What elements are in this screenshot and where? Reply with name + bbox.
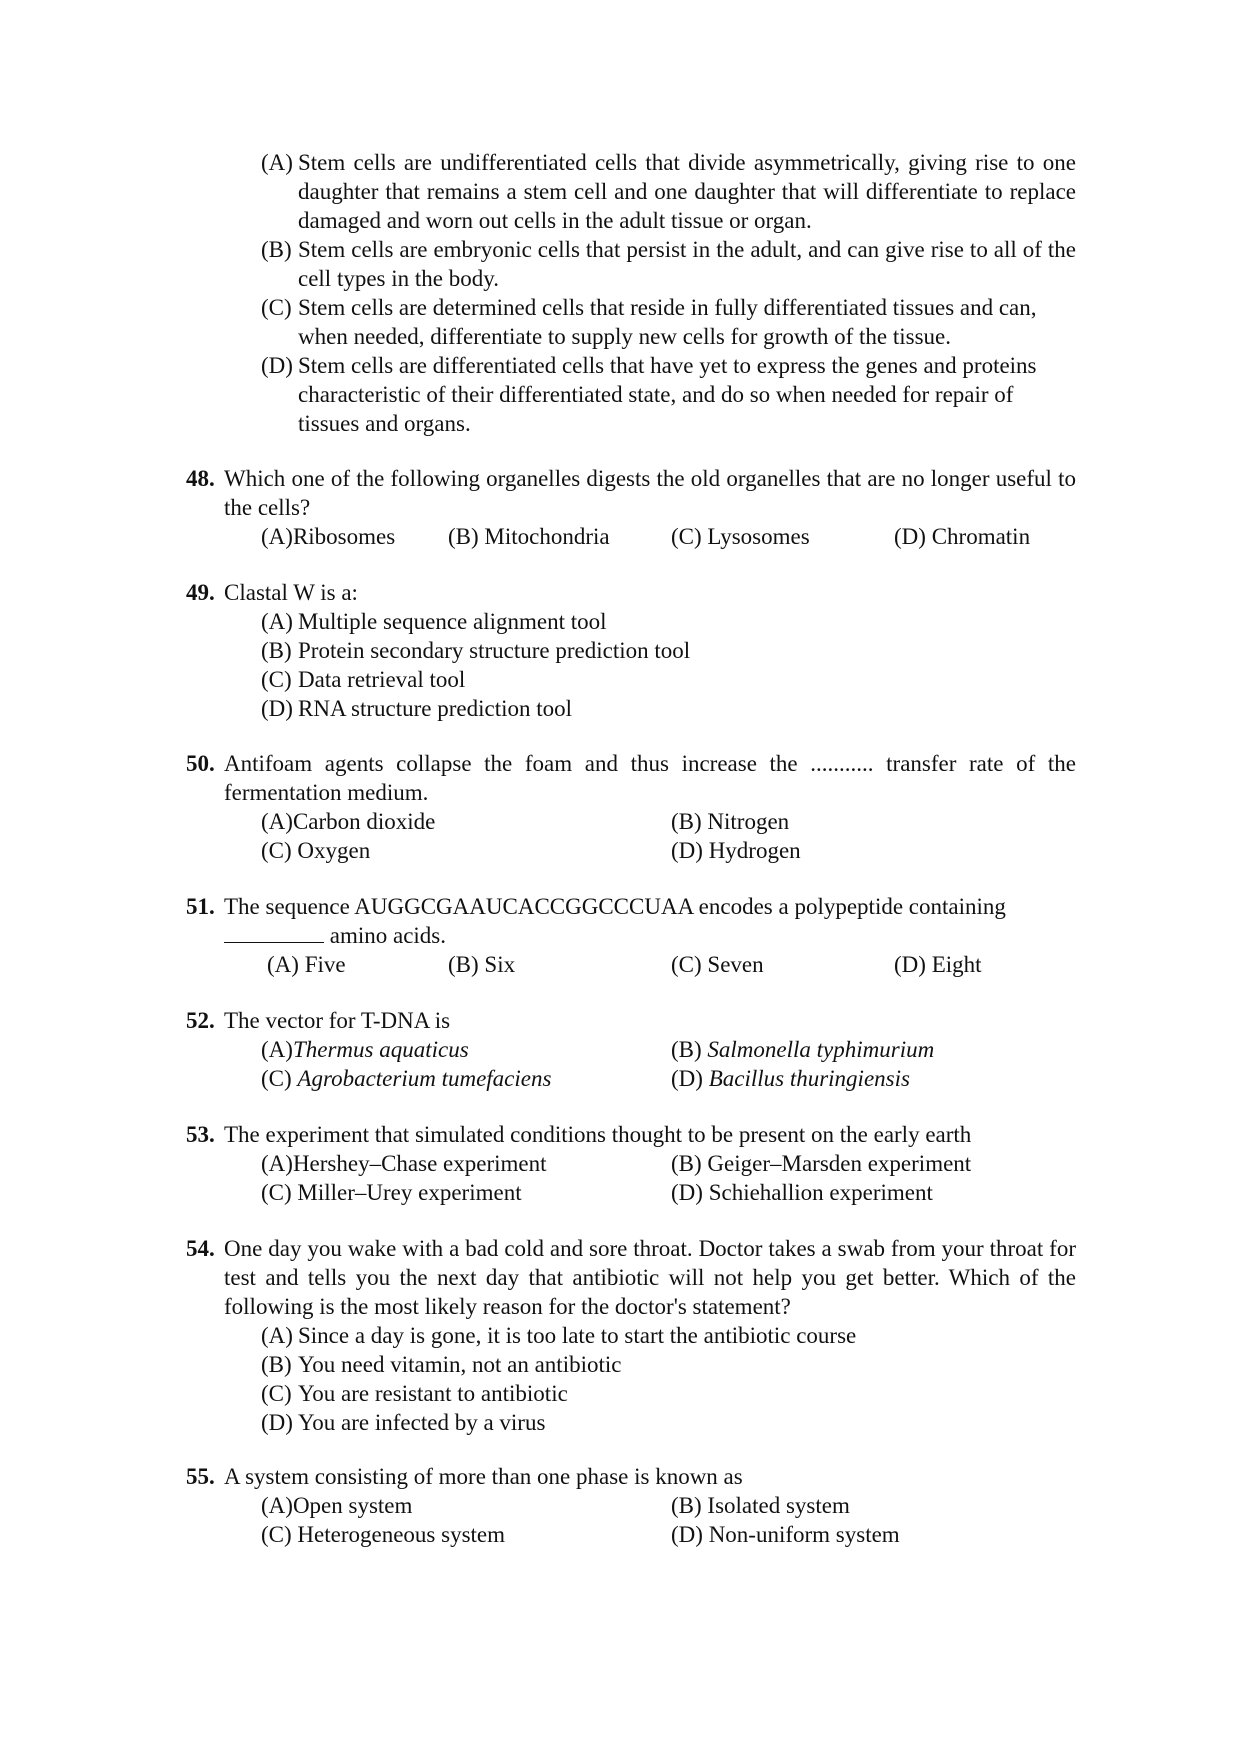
question-52 [186,1006,1076,1093]
question-55-stem: 55. A system consisting of more than one phase is known as [186,1464,743,1489]
option-51-a: (A) Five [267,952,346,977]
question-55-options [261,1491,1076,1549]
option-47-c: (C) Stem cells are determined cells that reside in fully differentiated tissues and can, when needed, differentiate to supply new cells for growth of the tissue. [261,295,1037,349]
question-51-stem: 51. The sequence AUGGCGAAUCACCGGCCCUAA encodes a polypeptide containing amino acids. [186,894,1006,948]
question-54-stem: 54. One day you wake with a bad cold and sore throat. Doctor takes a swab from your throat for test and tells you the next day that antibiotic will not help you get better. Which of the following is the most likely reason for the doctor's statement? [186,1236,1076,1319]
question-50-options [261,807,1076,865]
option-48-c: (C) Lysosomes [671,524,810,549]
option-52-a: (A)Thermus aquaticus [261,1037,469,1062]
option-50-b: (B) Nitrogen [671,809,790,834]
question-50 [186,749,1076,865]
option-51-b: (B) Six [448,952,516,977]
option-49-c: (C) Data retrieval tool [261,667,466,692]
option-47-b: (B) Stem cells are embryonic cells that persist in the adult, and can give rise to all of the cell types in the body. [261,237,1076,291]
option-53-b: (B) Geiger–Marsden experiment [671,1151,972,1176]
question-52-options [261,1035,1076,1093]
option-49-d: (D) RNA structure prediction tool [261,696,573,721]
option-52-b: (B) Salmonella typhimurium [671,1037,935,1062]
question-49-stem: 49. Clastal W is a: [186,580,358,605]
option-55-d: (D) Non-uniform system [671,1522,900,1547]
question-55 [186,1462,1076,1549]
question-50-stem: 50. Antifoam agents collapse the foam and thus increase the ........... transfer rate of the fermentation medium. [186,751,1076,805]
option-54-d: (D) You are infected by a virus [261,1410,546,1435]
option-50-c: (C) Oxygen [261,838,371,863]
option-54-a: (A) Since a day is gone, it is too late to start the antibiotic course [261,1323,857,1348]
question-48 [186,464,1076,551]
option-49-b: (B) Protein secondary structure prediction tool [261,638,691,663]
option-53-c: (C) Miller–Urey experiment [261,1180,522,1205]
option-51-c: (C) Seven [671,952,764,977]
option-51-d: (D) Eight [894,952,982,977]
option-52-d: (D) Bacillus thuringiensis [671,1066,910,1091]
question-53-options [261,1149,1076,1207]
option-47-d: (D) Stem cells are differentiated cells that have yet to express the genes and proteins characteristic of their differentiated state, and do so when needed for repair of tissues and organs. [261,353,1037,436]
question-54 [186,1234,1076,1437]
question-51 [186,892,1076,979]
question-53-stem: 53. The experiment that simulated conditions thought to be present on the early earth [186,1122,972,1147]
option-54-b: (B) You need vitamin, not an antibiotic [261,1352,622,1377]
question-48-options [261,522,1076,551]
option-50-a: (A)Carbon dioxide [261,809,436,834]
question-49 [186,578,1076,723]
option-52-c: (C) Agrobacterium tumefaciens [261,1066,552,1091]
option-49-a: (A) Multiple sequence alignment tool [261,609,607,634]
option-55-a: (A)Open system [261,1493,413,1518]
question-48-stem: 48. Which one of the following organelles digests the old organelles that are no longer useful to the cells? [186,466,1076,520]
option-53-d: (D) Schiehallion experiment [671,1180,933,1205]
option-47-a: (A) Stem cells are undifferentiated cells that divide asymmetrically, giving rise to one daughter that remains a stem cell and one daughter that will differentiate to replace damaged and worn out cells in the adult tissue or organ. [261,150,1076,233]
option-54-c: (C) You are resistant to antibiotic [261,1381,568,1406]
answer-blank [224,922,324,943]
option-55-c: (C) Heterogeneous system [261,1522,506,1547]
question-53 [186,1120,1076,1207]
question-52-stem: 52. The vector for T-DNA is [186,1008,451,1033]
question-51-options [267,950,1082,979]
option-53-a: (A)Hershey–Chase experiment [261,1151,547,1176]
option-48-a: (A)Ribosomes [261,524,396,549]
option-48-d: (D) Chromatin [894,524,1031,549]
option-48-b: (B) Mitochondria [448,524,610,549]
option-55-b: (B) Isolated system [671,1493,850,1518]
question-47-options [186,148,1076,438]
option-50-d: (D) Hydrogen [671,838,801,863]
